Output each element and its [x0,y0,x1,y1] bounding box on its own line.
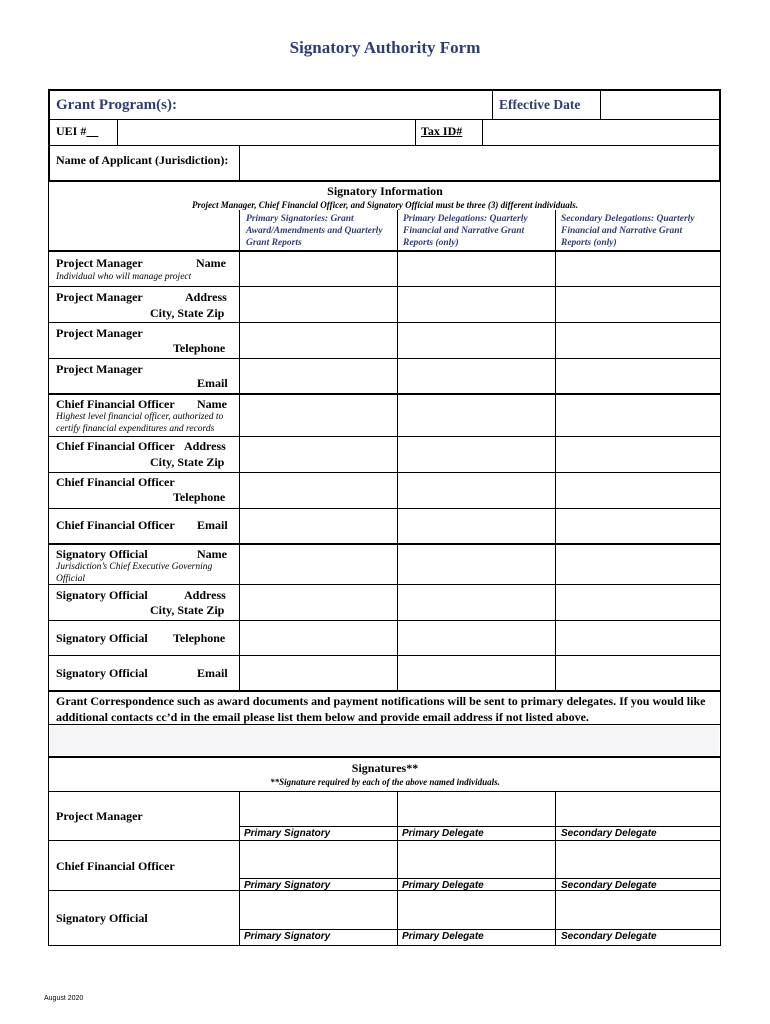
pm-city-label: City, State Zip [150,306,225,320]
cfo-phone-right-label: Telephone [173,490,226,504]
cc-contacts-field[interactable] [50,726,719,755]
signatures-heading: Signatures** [351,761,419,775]
info-cell-primary-delegate[interactable] [399,396,554,435]
info-cell-primary-signatory[interactable] [241,546,396,583]
signature-caption: Primary Delegate [402,828,484,839]
footer-date: August 2020 [44,995,84,1002]
uei-label-text: UEI # [56,124,87,138]
info-cell-primary-delegate[interactable] [399,324,554,357]
info-cell-secondary-delegate[interactable] [557,288,719,321]
signatory-info-note: Project Manager, Chief Financial Officer, and Signatory Official must be three (3) different individuals. [191,200,578,210]
info-cell-secondary-delegate[interactable] [557,474,719,507]
signature-caption: Secondary Delegate [561,828,657,839]
signature-caption: Primary Delegate [402,880,484,891]
so-address-label: Signatory Official [56,588,148,602]
info-cell-primary-delegate[interactable] [399,622,554,654]
grant-programs-label: Grant Program(s): [56,97,177,113]
info-cell-primary-delegate[interactable] [399,474,554,507]
signature-field-cfo-secondary-delegate[interactable] [557,841,719,877]
pm-address-label: Project Manager [56,290,143,304]
signature-field-project-manager-secondary-delegate[interactable] [557,793,719,825]
signature-field-project-manager-primary-delegate[interactable] [399,793,554,825]
info-cell-primary-signatory[interactable] [241,657,396,689]
so-email-label: Signatory Official [56,666,148,680]
info-cell-secondary-delegate[interactable] [557,324,719,357]
so-name-right-label: Name [197,547,227,561]
correspondence-note: Grant Correspondence such as award documents and payment notifications will be sent to primary delegates. If you would like additional contacts cc’d in the email please list them below and provide email address if not listed above. [56,694,706,724]
info-cell-primary-signatory[interactable] [241,474,396,507]
sig-role-cfo: Chief Financial Officer [56,859,175,873]
cfo-address-label: Chief Financial Officer [56,439,175,453]
pm-address-right-label: Address [185,290,227,304]
cfo-email-label: Chief Financial Officer [56,518,175,532]
info-cell-primary-signatory[interactable] [241,360,396,392]
info-cell-primary-signatory[interactable] [241,586,396,619]
pm-phone-right-label: Telephone [173,341,226,355]
info-cell-secondary-delegate[interactable] [557,546,719,583]
info-cell-primary-signatory[interactable] [241,288,396,321]
pm-name-label: Project Manager [56,256,143,270]
pm-name-sub: Individual who will manage project [56,272,192,282]
page-title: Signatory Authority Form [289,38,481,57]
info-cell-primary-signatory[interactable] [241,622,396,654]
cfo-name-label: Chief Financial Officer [56,397,175,411]
sig-role-signatory-official: Signatory Official [56,911,148,925]
signature-field-cfo-primary-delegate[interactable] [399,841,554,877]
pm-name-right-label: Name [196,256,226,270]
signature-caption: Primary Signatory [244,828,331,839]
info-cell-primary-signatory[interactable] [241,324,396,357]
info-cell-primary-delegate[interactable] [399,252,554,285]
cfo-email-right-label: Email [197,518,228,532]
col-primary-delegations: Primary Delegations: Quarterly Financial and Narrative Grant Reports (only) [403,214,528,248]
applicant-label: Name of Applicant (Jurisdiction): [56,153,229,167]
col-primary-signatories: Primary Signatories: Grant Award/Amendments and Quarterly Grant Reports [246,214,383,248]
pm-email-label: Project Manager [56,362,143,376]
uei-field[interactable] [120,121,413,144]
tax-id-label: Tax ID# [421,124,463,138]
info-cell-secondary-delegate[interactable] [557,252,719,285]
info-cell-secondary-delegate[interactable] [557,396,719,435]
tax-id-field[interactable] [485,121,717,144]
so-name-label: Signatory Official [56,547,148,561]
signatory-info-heading: Signatory Information [327,184,443,198]
signature-field-signatory-official-secondary-delegate[interactable] [557,891,719,928]
grant-programs-field[interactable] [250,92,488,117]
sig-role-project-manager: Project Manager [56,809,143,823]
info-cell-secondary-delegate[interactable] [557,438,719,471]
signature-caption: Secondary Delegate [561,931,657,942]
cfo-name-sub: Highest level financial officer, authorized to certify financial expenditures and records [56,412,224,434]
cfo-phone-label: Chief Financial Officer [56,475,175,489]
so-name-sub: Jurisdiction’s Chief Executive Governing Official [56,562,213,584]
info-cell-secondary-delegate[interactable] [557,360,719,392]
cfo-name-right-label: Name [197,397,227,411]
col-secondary-delegations: Secondary Delegations: Quarterly Financial and Narrative Grant Reports (only) [561,214,695,248]
info-cell-primary-signatory[interactable] [241,396,396,435]
effective-date-field[interactable] [603,92,717,117]
info-cell-primary-delegate[interactable] [399,438,554,471]
so-email-right-label: Email [197,666,228,680]
signature-field-project-manager-primary-signatory[interactable] [241,793,396,825]
info-cell-primary-signatory[interactable] [241,252,396,285]
signature-caption: Primary Signatory [244,880,331,891]
signature-caption: Primary Delegate [402,931,484,942]
info-cell-primary-signatory[interactable] [241,438,396,471]
info-cell-primary-delegate[interactable] [399,360,554,392]
signature-field-signatory-official-primary-signatory[interactable] [241,891,396,928]
info-cell-secondary-delegate[interactable] [557,657,719,689]
cfo-address-right-label: Address [184,439,226,453]
pm-phone-label: Project Manager [56,326,143,340]
info-cell-primary-signatory[interactable] [241,510,396,542]
signature-caption: Secondary Delegate [561,880,657,891]
signature-field-signatory-official-primary-delegate[interactable] [399,891,554,928]
info-cell-primary-delegate[interactable] [399,546,554,583]
so-city-label: City, State Zip [150,603,225,617]
info-cell-primary-delegate[interactable] [399,586,554,619]
info-cell-secondary-delegate[interactable] [557,510,719,542]
so-phone-label: Signatory Official [56,631,148,645]
effective-date-label: Effective Date [499,97,581,112]
pm-email-right-label: Email [197,376,228,390]
info-cell-secondary-delegate[interactable] [557,622,719,654]
info-cell-secondary-delegate[interactable] [557,586,719,619]
signatures-note: **Signature required by each of the above named individuals. [270,777,500,787]
cfo-city-label: City, State Zip [150,455,225,469]
applicant-name-field[interactable] [242,147,717,178]
so-address-right-label: Address [184,588,226,602]
info-cell-primary-delegate[interactable] [399,510,554,542]
signature-field-cfo-primary-signatory[interactable] [241,841,396,877]
info-cell-primary-delegate[interactable] [399,288,554,321]
so-phone-right-label: Telephone [173,631,226,645]
signature-caption: Primary Signatory [244,931,331,942]
uei-label [56,124,98,139]
info-cell-primary-delegate[interactable] [399,657,554,689]
